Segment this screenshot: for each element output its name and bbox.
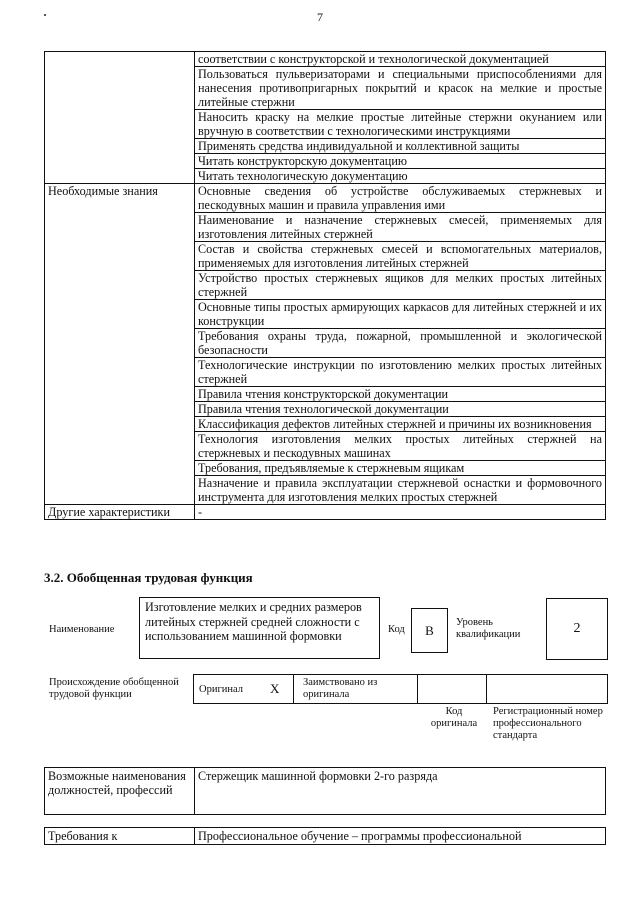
row-value: Требования охраны труда, пожарной, промышленной и экологической безопасности bbox=[195, 329, 606, 358]
original-mark: X bbox=[270, 681, 280, 696]
positions-label: Возможные наименования должностей, профессий bbox=[45, 768, 195, 815]
code-value: B bbox=[411, 608, 448, 653]
code-original-label: Код оригинала bbox=[430, 706, 478, 729]
code-original-cell bbox=[417, 674, 487, 704]
row-value: Применять средства индивидуальной и коллективной защиты bbox=[195, 139, 606, 154]
positions-table bbox=[44, 767, 606, 815]
level-value: 2 bbox=[546, 598, 608, 660]
row-value: Технология изготовления мелких простых литейных стержней на стержневых и пескодувных машинах bbox=[195, 432, 606, 461]
row-value: Требования, предъявляемые к стержневым ящикам bbox=[195, 461, 606, 476]
name-value: Изготовление мелких и средних размеров литейных стержней средней сложности с использованием машинной формовки bbox=[139, 597, 380, 659]
row-label: Другие характеристики bbox=[45, 505, 195, 520]
original-label: Оригинал bbox=[199, 684, 243, 695]
borrowed-label: Заимствовано из оригинала bbox=[303, 677, 378, 700]
level-label: Уровень квалификации bbox=[456, 617, 521, 640]
row-label bbox=[45, 52, 195, 184]
row-value: - bbox=[195, 505, 606, 520]
table-row bbox=[45, 505, 606, 520]
positions-value: Стержещик машинной формовки 2-го разряда bbox=[195, 768, 606, 815]
row-value: Назначение и правила эксплуатации стержневой оснастки и формовочного инструмента для изготовления мелких простых стержней bbox=[195, 476, 606, 505]
row-value: Читать технологическую документацию bbox=[195, 169, 606, 184]
table-row bbox=[45, 184, 606, 213]
row-value: соответствии с конструкторской и технологической документацией bbox=[195, 52, 606, 67]
section-title: 3.2. Обобщенная трудовая функция bbox=[44, 570, 253, 585]
skills-knowledge-table bbox=[44, 51, 606, 520]
requirements-label: Требования к bbox=[45, 828, 195, 845]
row-value: Пользоваться пульверизаторами и специальными приспособлениями для нанесения противопригарных покрытий и красок на мелкие и простые литейные стержни bbox=[195, 67, 606, 110]
row-value: Состав и свойства стержневых смесей и вспомогательных материалов, применяемых для изготовления литейных стержней bbox=[195, 242, 606, 271]
row-value: Правила чтения технологической документации bbox=[195, 402, 606, 417]
row-value: Наносить краску на мелкие простые литейные стержни окунанием или вручную в соответствии с технологическими инструкциями bbox=[195, 110, 606, 139]
code-label: Код bbox=[388, 624, 405, 635]
row-value: Основные типы простых армирующих каркасов для литейных стержней и их конструкции bbox=[195, 300, 606, 329]
row-value: Правила чтения конструкторской документации bbox=[195, 387, 606, 402]
row-value: Технологические инструкции по изготовлению мелких простых литейных стержней bbox=[195, 358, 606, 387]
page-number: 7 bbox=[317, 10, 323, 24]
row-value: Наименование и назначение стержневых смесей, применяемых для изготовления литейных стержней bbox=[195, 213, 606, 242]
row-value: Читать конструкторскую документацию bbox=[195, 154, 606, 169]
row-value: Классификация дефектов литейных стержней и причины их возникновения bbox=[195, 417, 606, 432]
row-label: Необходимые знания bbox=[45, 184, 195, 505]
reg-number-cell bbox=[486, 674, 608, 704]
requirements-table bbox=[44, 827, 606, 845]
requirements-value: Профессиональное обучение – программы профессиональной bbox=[195, 828, 606, 845]
origin-label: Происхождение обобщенной трудовой функции bbox=[49, 677, 179, 700]
table-row bbox=[45, 52, 606, 67]
row-value: Основные сведения об устройстве обслуживаемых стержневых и пескодувных машин и правила управления ими bbox=[195, 184, 606, 213]
row-value: Устройство простых стержневых ящиков для мелких простых литейных стержней bbox=[195, 271, 606, 300]
name-label: Наименование bbox=[49, 624, 115, 635]
reg-number-label: Регистрационный номер профессионального стандарта bbox=[493, 706, 603, 741]
